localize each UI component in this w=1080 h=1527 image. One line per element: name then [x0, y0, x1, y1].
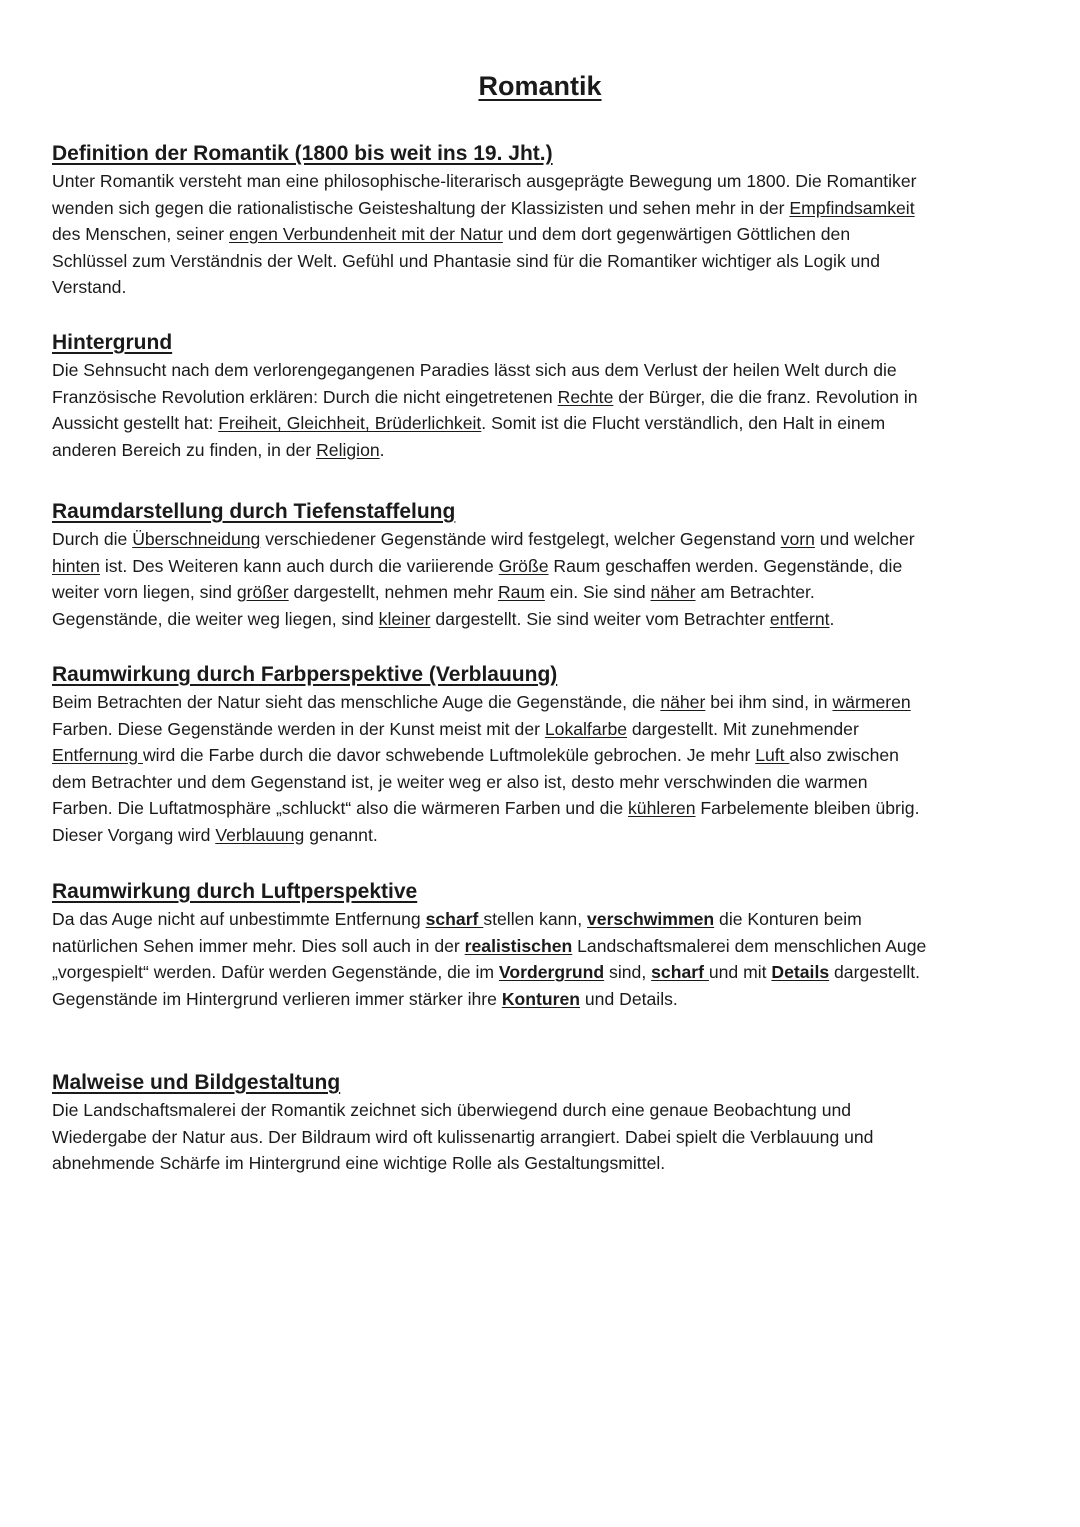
emphasized-term: näher — [660, 692, 706, 712]
text-run: dargestellt. Mit zunehmender — [631, 718, 859, 739]
section-paragraph — [52, 357, 1047, 463]
section-farbperspektive — [52, 661, 1047, 848]
text-run: wird die Farbe durch die davor schwebende Luftmoleküle gebrochen. Je mehr — [142, 745, 756, 765]
section-malweise — [52, 1069, 1047, 1177]
section-tiefenstaffelung — [52, 498, 1047, 632]
text-run: Farben. Diese Gegenstände werden in der Kunst meist mit der — [52, 718, 540, 739]
emphasized-term: Freiheit, Gleichheit, Brüderlichkeit — [218, 413, 482, 433]
text-run: Farbelemente bleiben übrig. Dieser Vorgang wird — [52, 798, 920, 845]
emphasized-term: entfernt — [769, 608, 830, 629]
text-run: ist. Des Weiteren kann auch durch die variierende — [99, 555, 499, 576]
text-run: und dem dort gegenwärtigen Göttlichen den Schlüssel zum Verständnis der Welt. Gefühl und Phantasie sind für die Romantiker wichtiger als Logik und Verstand. — [52, 224, 880, 297]
emphasized-term: engen Verbundenheit mit der Natur — [229, 224, 503, 244]
text-run: Landschaftsmalerei dem menschlichen Auge „vorgespielt“ werden. Dafür werden Gegenstände, die im — [52, 935, 927, 982]
text-run: dargestellt, nehmen mehr — [288, 582, 498, 602]
emphasized-term: hinten — [52, 555, 100, 576]
section-definition — [52, 140, 1047, 301]
section-heading: Definition der Romantik (1800 bis weit ins 19. Jht.) — [52, 142, 553, 165]
text-run: ein. Sie sind — [544, 582, 651, 602]
text-run: dargestellt. Gegenstände im Hintergrund verlieren immer stärker ihre — [52, 962, 921, 1009]
text-run: und mit — [708, 962, 772, 982]
text-run: also zwischen dem Betrachter und dem Gegenstand ist, je weiter weg er also ist, desto mehr verschwinden die warmen Farben. Die Luftatmosphäre „schluckt“ also die wärmeren Farben und die — [52, 745, 899, 818]
emphasized-term: Größe — [498, 555, 549, 576]
text-run: der Bürger, die die franz. Revolution in Aussicht gestellt hat: — [52, 386, 918, 433]
emphasized-term: Entfernung — [52, 745, 143, 765]
text-run: Da das Auge nicht auf unbestimmte Entfernung — [52, 909, 426, 929]
emphasized-term: Konturen — [501, 988, 580, 1009]
text-run: dargestellt. Sie sind weiter vom Betrachter — [430, 608, 770, 629]
section-hintergrund — [52, 329, 1047, 463]
text-run: und Details. — [580, 988, 678, 1009]
text-run: verschiedener Gegenstände wird festgelegt, welcher Gegenstand — [260, 529, 781, 549]
text-run: des Menschen, seiner — [52, 224, 225, 244]
section-paragraph — [52, 689, 1047, 848]
text-run: Unter Romantik versteht man eine philosophische-literarisch ausgeprägte Bewegung um 1800. Die Romantiker wenden sich gegen die rationalistische Geisteshaltung der Klassizisten und sehen mehr in der — [52, 171, 917, 218]
text-run: sind, — [604, 962, 652, 982]
emphasized-term: Details — [771, 962, 830, 982]
emphasized-term: kleiner — [378, 608, 431, 629]
section-heading: Hintergrund — [52, 331, 173, 354]
section-heading: Raumdarstellung durch Tiefenstaffelung — [52, 500, 456, 523]
emphasized-term: Empfindsamkeit — [789, 197, 915, 218]
text-run: bei ihm sind, in — [705, 692, 833, 712]
section-heading: Raumwirkung durch Luftperspektive — [52, 880, 418, 903]
text-run: . Somit ist die Flucht verständlich, den Halt in einem anderen Bereich zu finden, in der — [52, 413, 886, 460]
section-heading: Malweise und Bildgestaltung — [52, 1071, 341, 1094]
emphasized-term: verschwimmen — [587, 909, 715, 929]
section-luftperspektive — [52, 878, 1047, 1012]
emphasized-term: Vordergrund — [498, 962, 605, 982]
emphasized-term: Überschneidung — [132, 529, 261, 549]
emphasized-term: Lokalfarbe — [544, 718, 628, 739]
text-run: stellen kann, — [483, 909, 587, 929]
emphasized-term: kühleren — [628, 798, 696, 818]
text-run: Durch die — [52, 529, 133, 549]
text-run: Die Landschaftsmalerei der Romantik zeichnet sich überwiegend durch eine genaue Beobachtung und Wiedergabe der Natur aus. Der Bildraum wird oft kulissenartig arrangiert. Dabei spielt die Verblauung und abnehmende Schärfe im Hintergrund eine wichtige Rolle als Gestaltungsmittel. — [52, 1100, 874, 1173]
text-run: . — [379, 439, 385, 460]
emphasized-term: vorn — [780, 529, 815, 549]
emphasized-term: Verblauung — [215, 824, 305, 845]
text-run: die Konturen beim natürlichen Sehen immer mehr. Dies soll auch in der — [52, 909, 862, 956]
text-run: Die Sehnsucht nach dem verlorengegangenen Paradies lässt sich aus dem Verlust der heilen Welt durch die Französische Revolution erklären: Durch die nicht eingetretenen — [52, 360, 897, 407]
emphasized-term: Religion — [316, 439, 380, 460]
text-run: am Betrachter. Gegenstände, die weiter weg liegen, sind — [52, 582, 815, 629]
emphasized-term: Luft — [755, 745, 790, 765]
emphasized-term: wärmeren — [832, 692, 911, 712]
text-run: genannt. — [304, 824, 378, 845]
emphasized-term: näher — [650, 582, 696, 602]
emphasized-term: größer — [236, 582, 289, 602]
emphasized-term: scharf — [651, 962, 709, 982]
section-paragraph — [52, 168, 1047, 301]
page-title: Romantik — [478, 71, 602, 101]
text-run: und welcher — [819, 529, 915, 549]
section-paragraph — [52, 1097, 1047, 1177]
text-run: . — [829, 608, 835, 629]
section-paragraph — [52, 526, 1047, 632]
section-heading: Raumwirkung durch Farbperspektive (Verblauung) — [52, 663, 558, 686]
emphasized-term: Raum — [497, 582, 545, 602]
emphasized-term: scharf — [425, 909, 484, 929]
text-run: Beim Betrachten der Natur sieht das menschliche Auge die Gegenstände, die — [52, 692, 661, 712]
emphasized-term: realistischen — [464, 935, 573, 956]
section-paragraph — [52, 906, 1047, 1012]
emphasized-term: Rechte — [557, 386, 614, 407]
text-run: Raum geschaffen werden. Gegenstände, die weiter vorn liegen, sind — [52, 555, 903, 602]
